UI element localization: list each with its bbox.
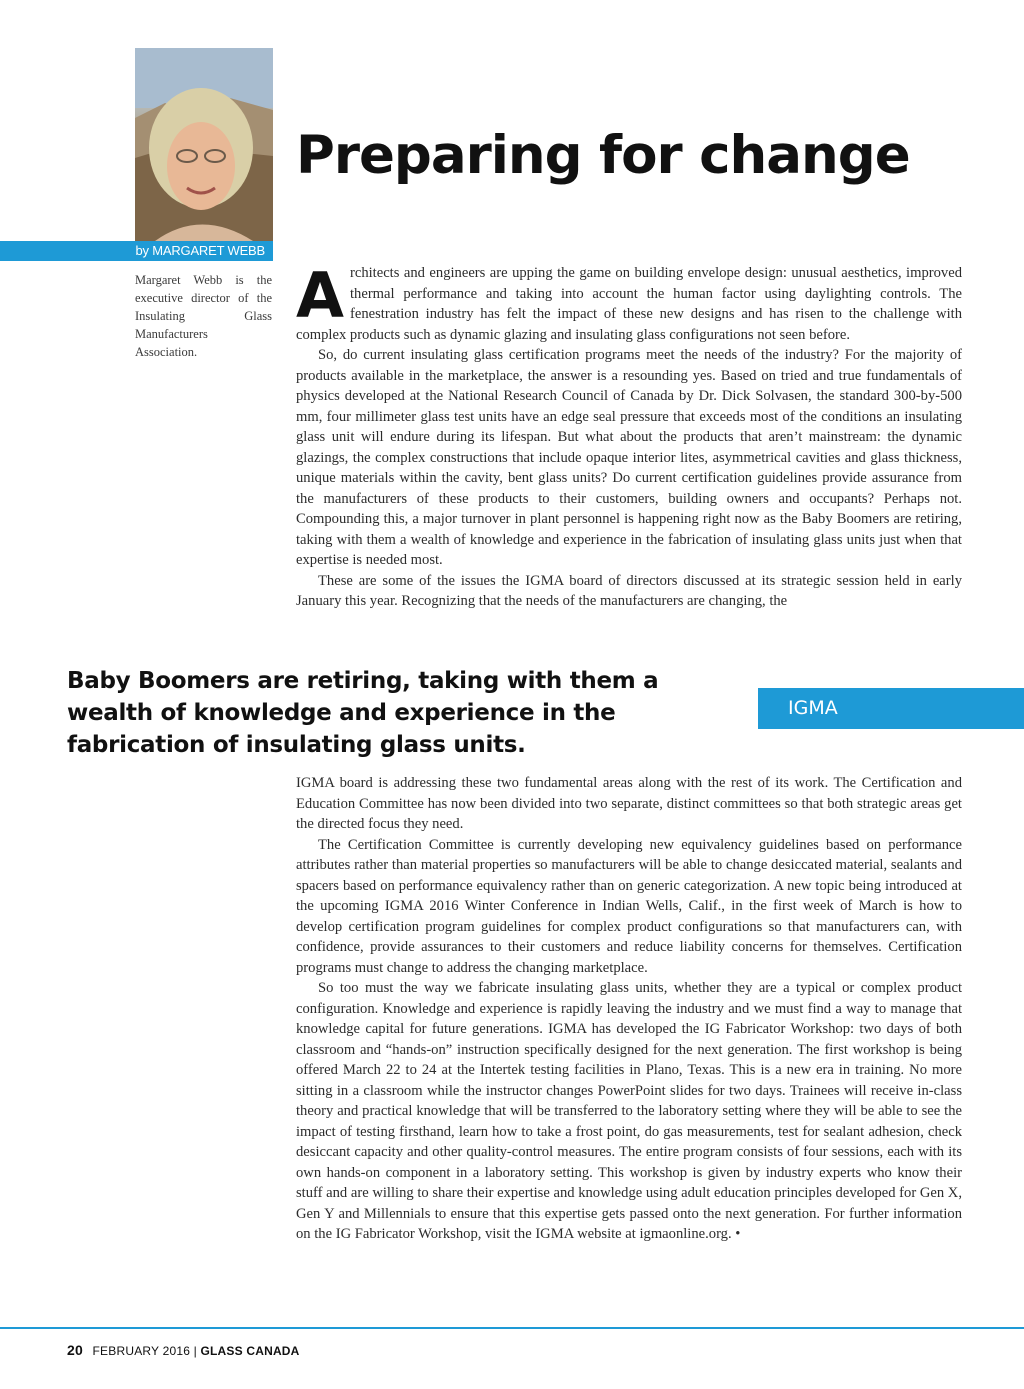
pull-quote: Baby Boomers are retiring, taking with them a wealth of knowledge and experience in the fabrication of insulating glass units. — [67, 668, 659, 758]
section-tag: IGMA — [758, 688, 1024, 729]
paragraph-1-text: rchitects and engineers are upping the game on building envelope design: unusual aesthetics, improved thermal performance and taking into account the human factor using daylighting controls. The fenestration industry has felt the impact of these new designs and has risen to the challenge with complex products such as dynamic glazing and insulating glass configurations not seen before. — [296, 265, 962, 343]
issue-date: FEBRUARY 2016 | — [92, 1344, 197, 1358]
paragraph-5: So too must the way we fabricate insulating glass units, whether they are a typical or complex product configuration. Knowledge and experience is rapidly leaving the industry and we must find a way to manage that knowledge capital for future generations. IGMA has developed the IG Fabricator Workshop: two days of both classroom and “hands-on” instruction specifically designed for the next generation. The first workshop is being offered March 22 to 24 at the Intertek testing facilities in Plano, Texas. This is a new era in training. No more sitting in a classroom while the instructor changes PowerPoint slides for two days. Trainees will receive in-class theory and practical knowledge that will be transferred to the laboratory setting where they will be able to see the impact of testing firsthand, learn how to take a frost point, do gas measurements, test for sealant adhesion, check desiccant capacity and other quality-control measures. The entire program consists of four sessions, each with its own hands-on component in a laboratory setting. This workshop is given by industry experts who know their stuff and are willing to share their expertise and knowledge using adult education principles developed for Gen X, Gen Y and Millennials to ensure that this expertise gets passed onto the next generation. For further information on the IG Fabricator Workshop, visit the IGMA website at igmaonline.org. • — [296, 980, 962, 1242]
article-title: Preparing for change — [296, 125, 910, 186]
author-bio: Margaret Webb is the executive director of the Insulating Glass Manufacturers Association. — [135, 273, 272, 359]
article-body-top — [296, 263, 962, 655]
page-footer — [67, 1342, 300, 1358]
page-number: 20 — [67, 1342, 83, 1358]
byline: by MARGARET WEBB — [0, 241, 273, 261]
footer-rule — [0, 1327, 1024, 1329]
magazine-name: GLASS CANADA — [200, 1344, 300, 1358]
drop-cap: A — [296, 263, 344, 332]
paragraph-4: The Certification Committee is currently developing new equivalency guidelines based on performance attributes rather than material properties so manufacturers will be able to change desiccated material, sealants and spacers based on performance equivalency rather than on generic categorization. A new topic being introduced at the upcoming IGMA 2016 Winter Conference in Indian Wells, Calif., in the first week of March is how to develop certification program guidelines for complex product configurations so that manufacturers can, with confidence, provide assurances to their customers and reduce liability concerns for themselves. Certification programs must change to address the changing marketplace. — [296, 836, 962, 976]
paragraph-1 — [296, 263, 962, 345]
article-body-bottom — [296, 773, 962, 1313]
paragraph-3-end: IGMA board is addressing these two fundamental areas along with the rest of its work. The Certification and Education Committee has now been divided into two separate, distinct committees so that both strategic areas get the directed focus they need. — [296, 775, 962, 832]
paragraph-3-start: These are some of the issues the IGMA board of directors discussed at its strategic session held in early January this year. Recognizing that the needs of the manufacturers are changing, the — [296, 572, 962, 609]
paragraph-2: So, do current insulating glass certification programs meet the needs of the industry? For the majority of products available in the marketplace, the answer is a resounding yes. Based on tried and true fundamentals of physics developed at the National Research Council of Canada by Dr. Dick Solvasen, the standard 300-by-500 mm, four millimeter glass test units have an edge seal pressure that exceeds most of the conditions an insulating glass unit will endure during its lifespan. But what about the products that aren’t mainstream: the dynamic glazings, the complex constructions that include opaque interior lites, asymmetrical cavities and glass thickness, unique materials within the cavity, bent glass units? Do current certification guidelines provide assurance from the manufacturers of these products to their customers, building owners and occupants? Perhaps not. Compounding this, a major turnover in plant personnel is happening right now as the Baby Boomers are retiring, taking with them a wealth of knowledge and experience in the fabrication of insulating glass units just when that expertise is needed most. — [296, 347, 962, 568]
author-photo — [135, 48, 273, 241]
